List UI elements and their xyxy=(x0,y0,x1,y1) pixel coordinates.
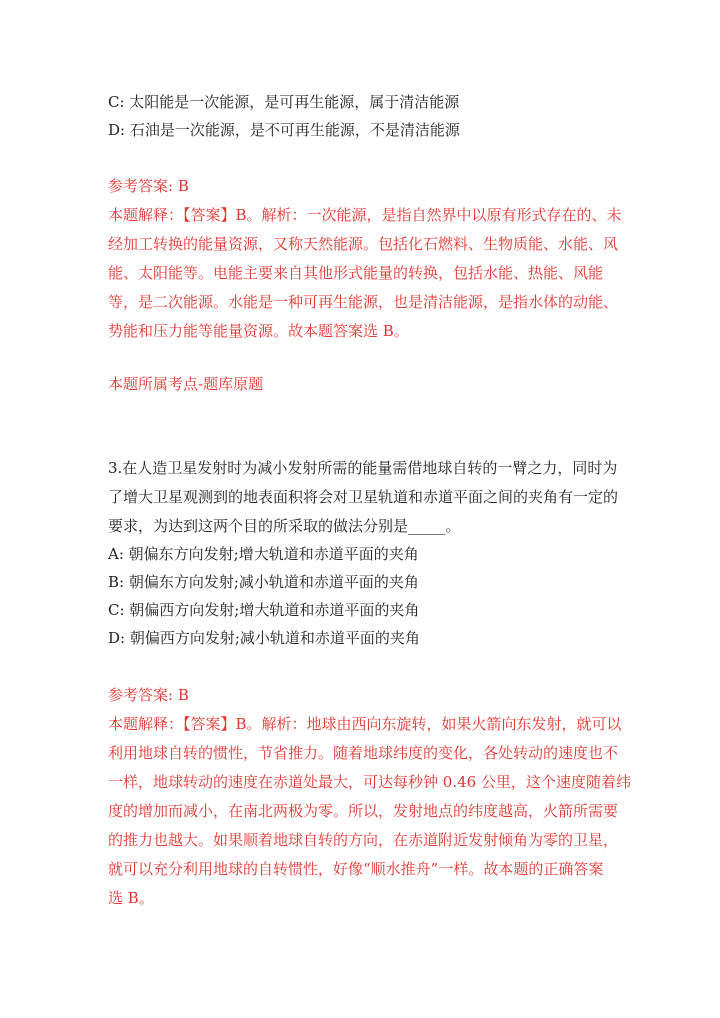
option-a: A: 朝偏东方向发射;增大轨道和赤道平面的夹角 xyxy=(108,545,419,563)
explanation-line: 选 B。 xyxy=(108,889,154,907)
reference-answer: 参考答案: B xyxy=(108,177,189,195)
explanation-line: 度的增加而减小，在南北两极为零。所以，发射地点的纬度越高，火箭所需要 xyxy=(108,802,619,820)
explanation-line: 能、太阳能等。电能主要来自其他形式能量的转换，包括水能、热能、风能 xyxy=(108,264,604,282)
explanation-line: 一样，地球转动的速度在赤道处最大，可达每秒钟 0.46 公里，这个速度随着纬 xyxy=(108,773,631,791)
topic-source: 本题所属考点-题库原题 xyxy=(108,375,264,393)
explanation-line: 经加工转换的能量资源，又称天然能源。包括化石燃料、生物质能、水能、风 xyxy=(108,235,619,253)
explanation-line: 的推力也越大。如果顺着地球自转的方向，在赤道附近发射倾角为零的卫星， xyxy=(108,831,619,849)
explanation-line: 就可以充分利用地球的自转惯性，好像“顺水推舟”一样。故本题的正确答案 xyxy=(108,860,604,878)
option-c: C: 朝偏西方向发射;增大轨道和赤道平面的夹角 xyxy=(108,601,420,619)
question-text-line: 3.在人造卫星发射时为减小发射所需的能量需借地球自转的一臂之力，同时为 xyxy=(108,459,618,477)
reference-answer: 参考答案: B xyxy=(108,686,189,704)
question-text-line: 要求，为达到这两个目的所采取的做法分别是_____。 xyxy=(108,517,461,535)
explanation-line: 本题解释：【答案】B。解析：地球由西向东旋转，如果火箭向东发射，就可以 xyxy=(108,715,622,733)
explanation-line: 利用地球自转的惯性，节省推力。随着地球纬度的变化，各处转动的速度也不 xyxy=(108,744,619,762)
option-d: D: 石油是一次能源，是不可再生能源，不是清洁能源 xyxy=(108,121,460,139)
explanation-line: 本题解释：【答案】B。解析：一次能源，是指自然界中以原有形式存在的、未 xyxy=(108,206,622,224)
option-b: B: 朝偏东方向发射;减小轨道和赤道平面的夹角 xyxy=(108,573,419,591)
explanation-line: 等，是二次能源。水能是一种可再生能源，也是清洁能源，是指水体的动能、 xyxy=(108,293,619,311)
explanation-line: 势能和压力能等能量资源。故本题答案选 B。 xyxy=(108,322,409,340)
question-text-line: 了增大卫星观测到的地表面积将会对卫星轨道和赤道平面之间的夹角有一定的 xyxy=(108,488,619,506)
option-d: D: 朝偏西方向发射;减小轨道和赤道平面的夹角 xyxy=(108,629,420,647)
option-c: C: 太阳能是一次能源，是可再生能源，属于清洁能源 xyxy=(108,93,460,111)
